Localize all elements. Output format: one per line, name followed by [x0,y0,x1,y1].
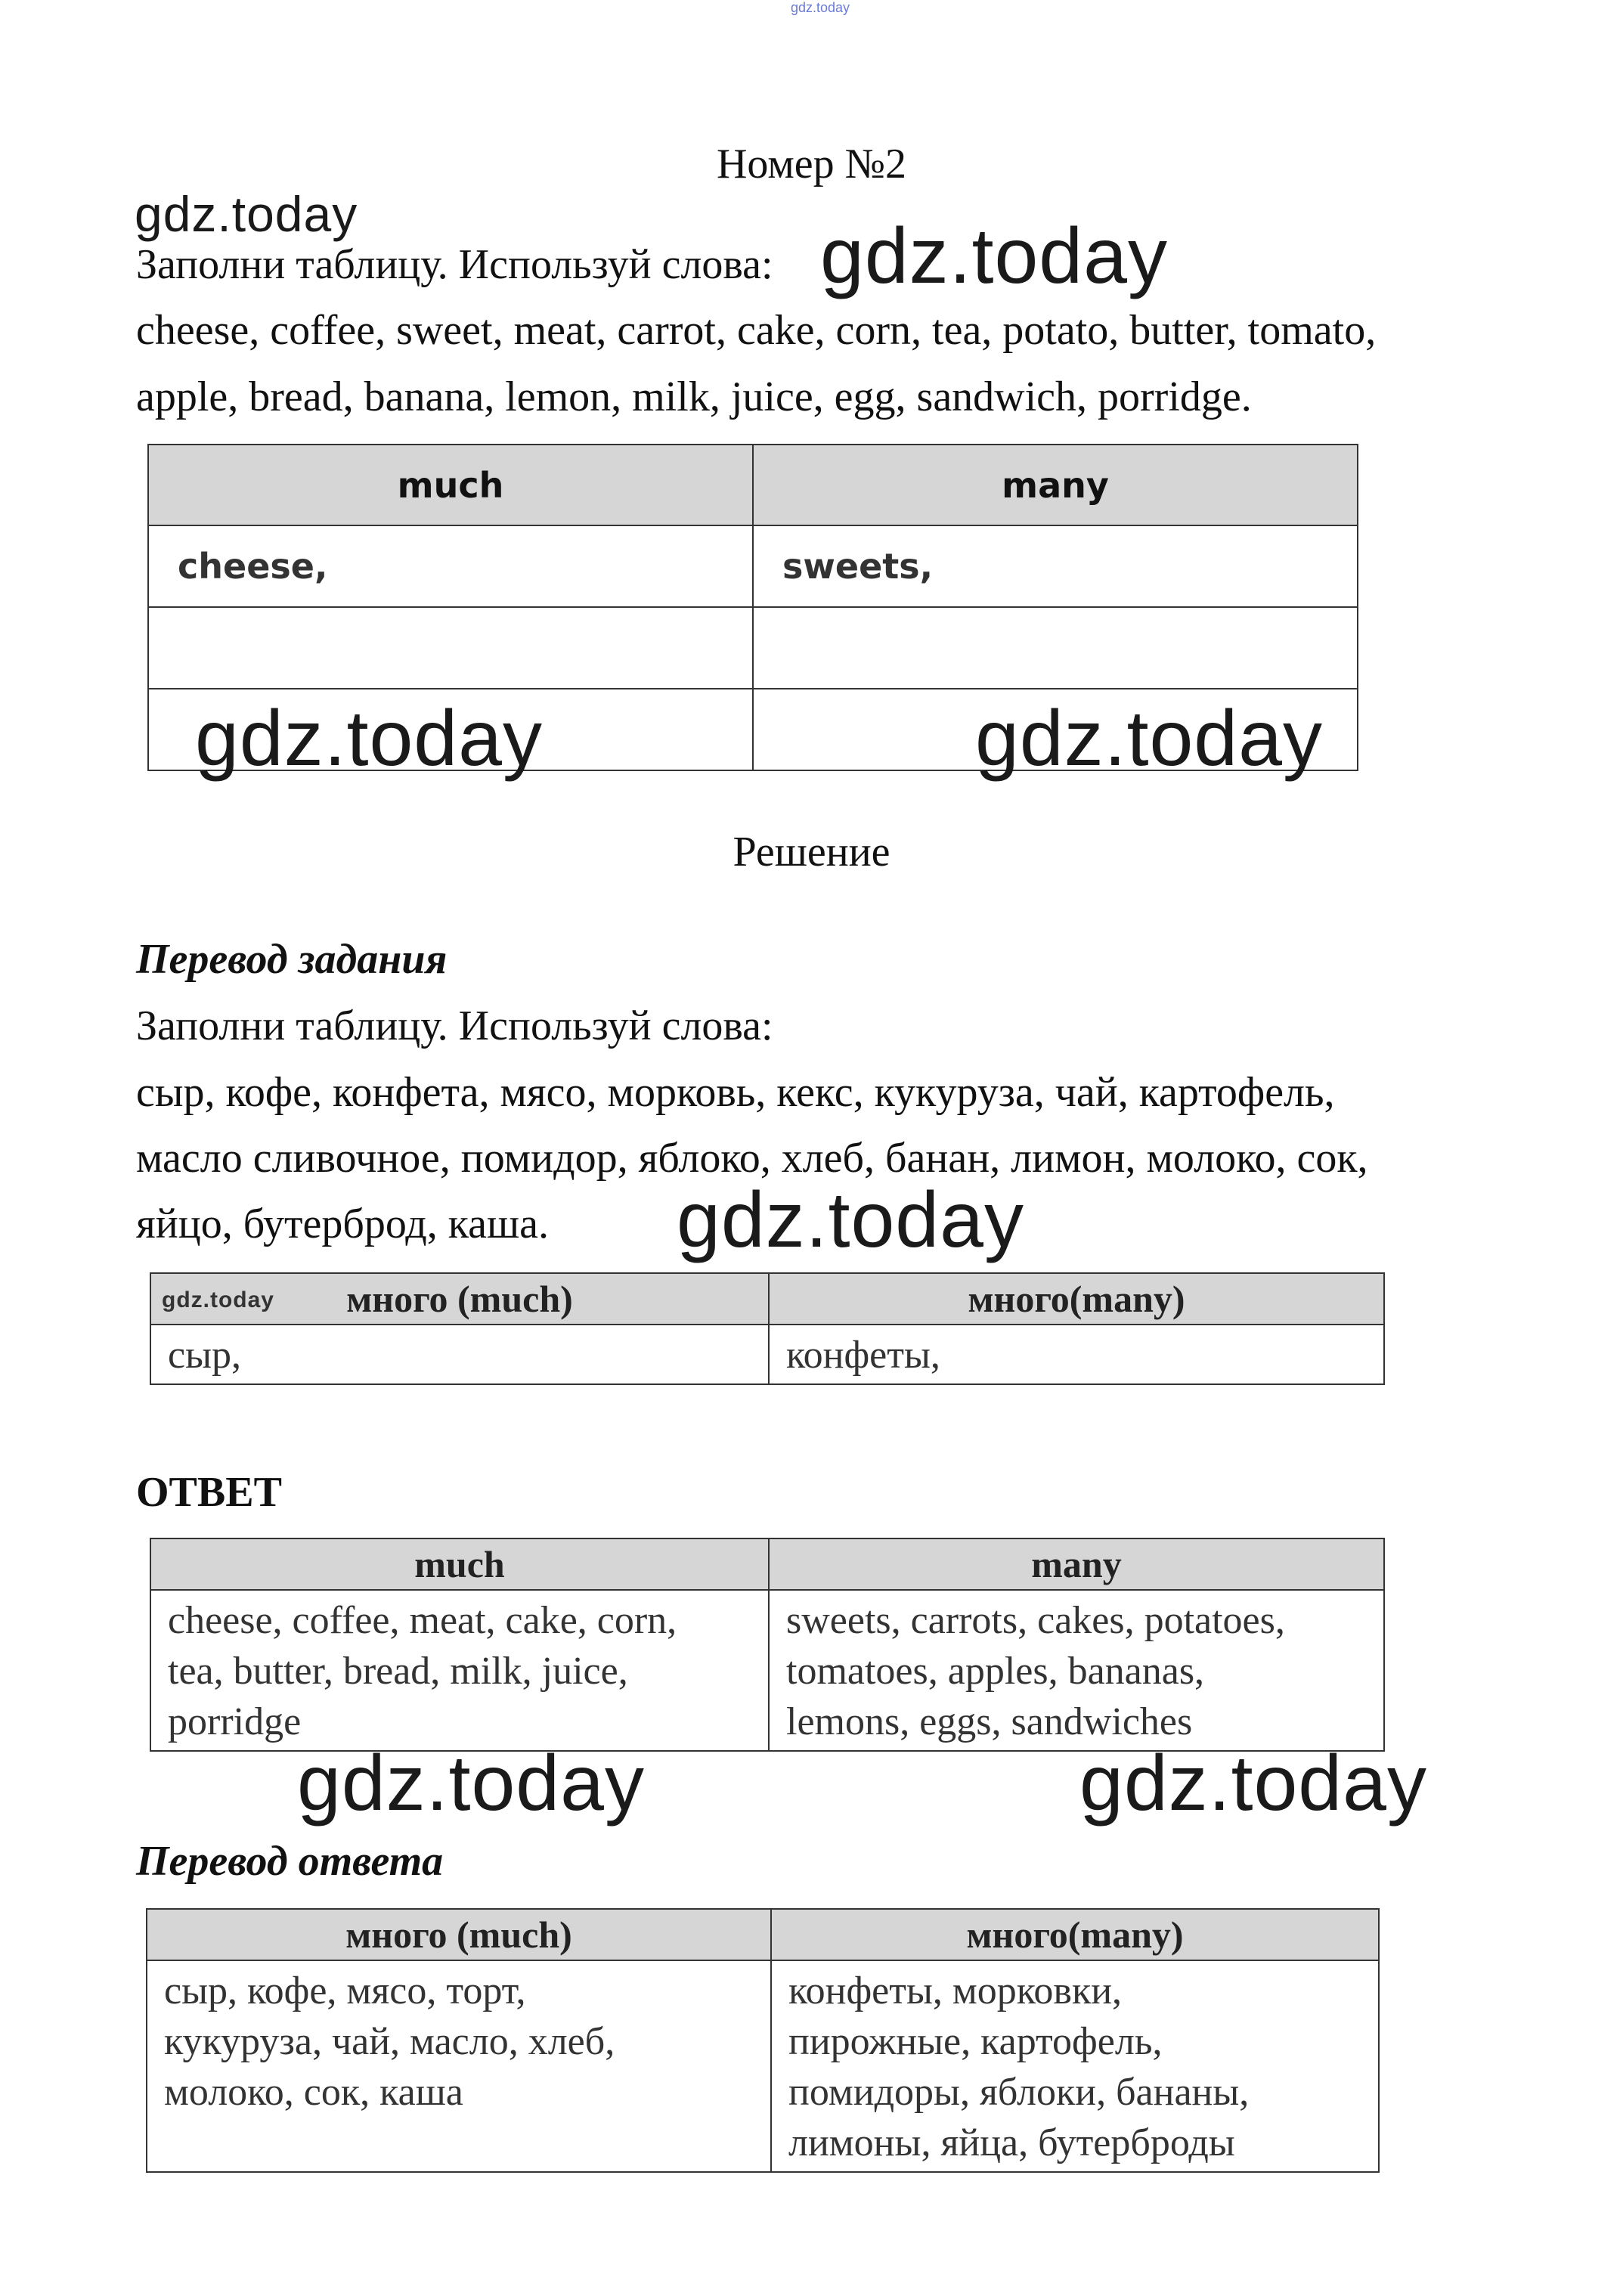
answer-translation-many-cell [771,1960,1379,2172]
answer-translation-header-many: много(many) [771,1909,1379,1960]
translation-line-2: масло сливочное, помидор, яблоко, хлеб, банан, лимон, молоко, сок, [136,1135,1368,1182]
table-row [148,607,1358,689]
solution-heading: Решение [733,829,890,875]
task-table-header-much: much [148,445,753,525]
answer-heading: ОТВЕТ [136,1469,282,1516]
watermark-text: gdz.today [162,1287,274,1312]
table-row [148,525,1358,607]
translation-line-1: сыр, кофе, конфета, мясо, морковь, кекс, кукуруза, чай, картофель, [136,1069,1335,1116]
answer-table-header-many: many [769,1538,1384,1590]
cell-line: lemons, eggs, sandwiches [786,1700,1193,1743]
table-row [150,1325,1384,1384]
watermark-text: gdz.today [1079,1740,1427,1827]
watermark-text: gdz.today [297,1740,645,1827]
cell-line: лимоны, яйца, бутерброды [788,2121,1235,2164]
answer-translation-header-much: много (much) [147,1909,771,1960]
cell-line: tea, butter, bread, milk, juice, [168,1650,628,1693]
table-row [150,1590,1384,1751]
task-words-line-1: cheese, coffee, sweet, meat, carrot, cake, corn, tea, potato, butter, tomato, [136,307,1377,354]
task-table-header-many: many [753,445,1358,525]
watermark-text: gdz.today [975,695,1323,782]
translation-line-3: яйцо, бутерброд, каша. [136,1201,549,1247]
answer-many-cell [769,1590,1384,1751]
table-cell: sweets, [753,525,1358,607]
watermark-text: gdz.today [195,695,543,782]
translation-heading: Перевод задания [136,936,448,983]
translation-instruction: Заполни таблицу. Используй слова: [136,1002,773,1049]
table-cell: cheese, [148,525,753,607]
answer-translation-heading: Перевод ответа [136,1838,444,1885]
table-row [147,1960,1379,2172]
cell-line: porridge [168,1700,302,1743]
translation-table [150,1272,1385,1385]
answer-much-cell [150,1590,769,1751]
cell-line: молоко, сок, каша [164,2071,463,2114]
cell-line: пирожные, картофель, [788,2020,1163,2063]
translation-table-header-many: много(many) [769,1273,1384,1325]
answer-translation-much-cell [147,1960,771,2172]
watermark-text: gdz.today [135,186,358,242]
cell-line: кукуруза, чай, масло, хлеб, [164,2020,615,2063]
answer-table [150,1538,1385,1752]
cell-line: tomatoes, apples, bananas, [786,1650,1205,1693]
cell-line: cheese, coffee, meat, cake, corn, [168,1599,677,1642]
cell-line: сыр, кофе, мясо, торт, [164,1969,526,2012]
table-cell [148,607,753,689]
page-title: Номер №2 [716,141,907,187]
task-instruction: Заполни таблицу. Используй слова: [136,241,773,288]
table-cell: сыр, [150,1325,769,1384]
watermark-text: gdz.today [677,1176,1024,1264]
cell-line: sweets, carrots, cakes, potatoes, [786,1599,1285,1642]
translation-table-header-much [150,1273,769,1325]
cell-line: конфеты, морковки, [788,1969,1123,2012]
header-label: много (much) [346,1278,573,1320]
task-words-line-2: apple, bread, banana, lemon, milk, juice, egg, sandwich, porridge. [136,373,1252,420]
top-watermark: gdz.today [790,0,850,15]
table-cell [753,607,1358,689]
table-cell: конфеты, [769,1325,1384,1384]
cell-line: помидоры, яблоки, бананы, [788,2071,1250,2114]
answer-table-header-much: much [150,1538,769,1590]
watermark-text: gdz.today [820,212,1168,300]
answer-translation-table [146,1908,1380,2173]
